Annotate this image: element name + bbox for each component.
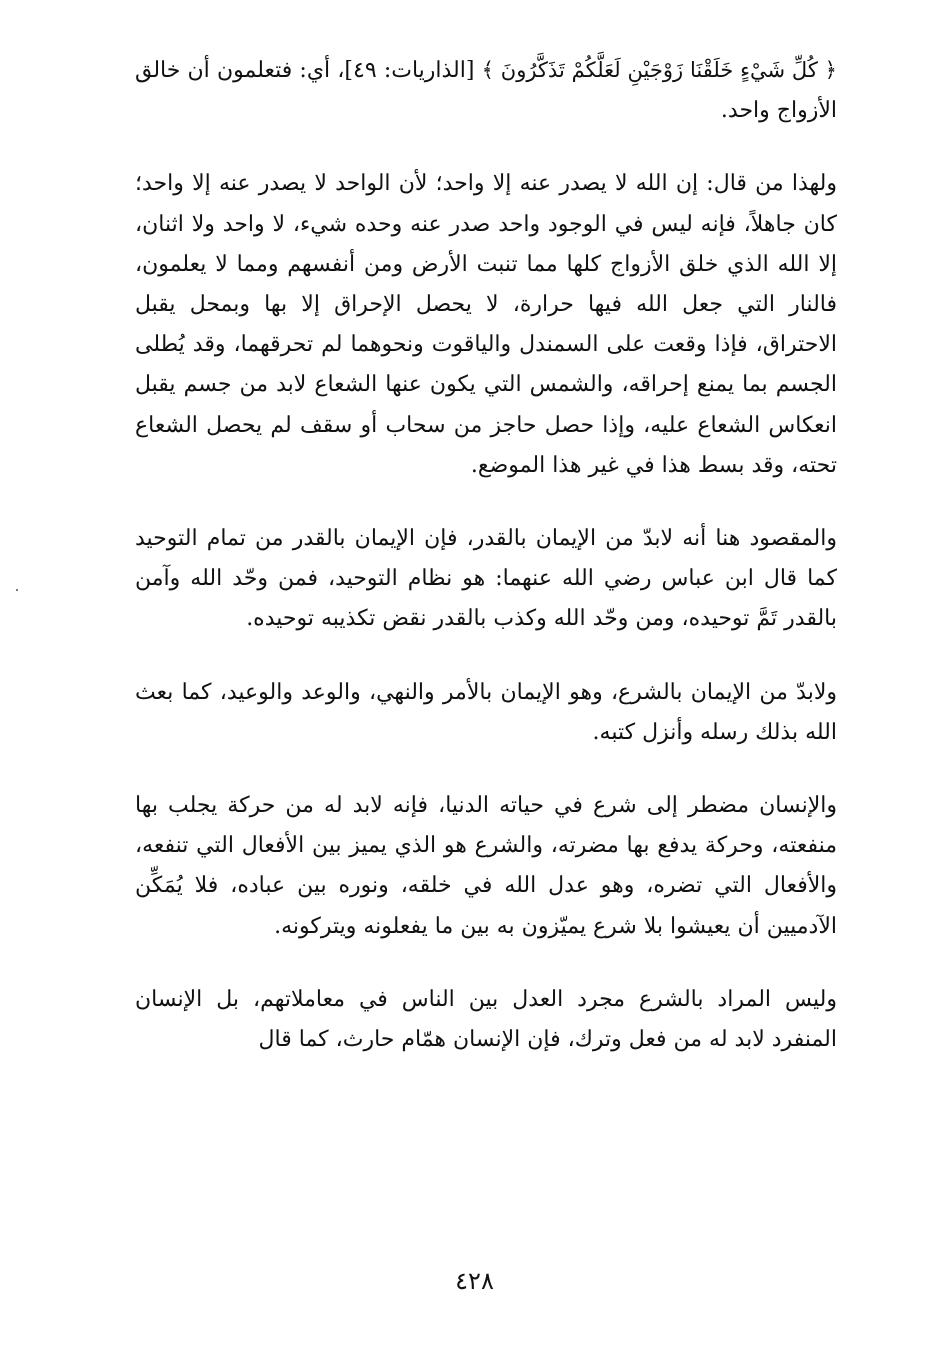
paragraph-1-text: [الذاريات: ٤٩]، أي: فتعلمون أن خالق الأزواج واحد. (135, 58, 837, 124)
quran-verse: ﴿ كُلِّ شَيْءٍ خَلَقْنَا زَوْجَيْنِ لَعَلَّكُمْ تَذَكَّرُونَ ﴾ (481, 58, 837, 82)
paragraph-4: ولابدّ من الإيمان بالشرع، وهو الإيمان بالأمر والنهي، والوعد والوعيد، كما بعث الله بذلك رسله وأنزل كتبه. (135, 679, 837, 745)
paragraph-5: والإنسان مضطر إلى شرع في حياته الدنيا، فإنه لابد له من حركة يجلب بها منفعته، وحركة يدفع بها مضرته، والشرع هو الذي يميز بين الأفعال التي تنفعه، والأفعال التي تضره، وهو عدل الله في خلقه، ونوره بين عباده، فلا يُمَكِّن الآدميين أن يعيشوا بلا شرع يميّزون به بين ما يفعلونه ويتركونه. (135, 793, 837, 939)
scan-speck (16, 589, 18, 591)
paragraph-6: وليس المراد بالشرع مجرد العدل بين الناس في معاملاتهم، بل الإنسان المنفرد لابد له من فعل وترك، فإن الإنسان همّام حارث، كما قال (135, 986, 837, 1053)
paragraph-2: ولهذا من قال: إن الله لا يصدر عنه إلا واحد؛ لأن الواحد لا يصدر عنه إلا واحد؛ كان جاهلاً، فإنه ليس في الوجود واحد صدر عنه وحده شيء، لا واحد ولا اثنان، إلا الله الذي خلق الأزواج كلها مما تنبت الأرض ومن أنفسهم ومما لا يعلمون، فالنار التي جعل الله فيها حرارة، لا يحصل الإحراق إلا بها وبمحل يقبل الاحتراق، فإذا وقعت على السمندل والياقوت ونحوهما لم تحرقهما، وقد يُطلى الجسم بما يمنع إحراقه، والشمس التي يكون عنها الشعاع لابد من جسم يقبل انعكاس الشعاع عليه، وإذا حصل حاجز من سحاب أو سقف لم يحصل الشعاع تحته، وقد بسط هذا في غير هذا الموضع. (135, 171, 837, 478)
page-body (135, 50, 837, 1060)
paragraph-1 (135, 50, 837, 131)
paragraph-3: والمقصود هنا أنه لابدّ من الإيمان بالقدر، فإن الإيمان بالقدر من تمام التوحيد كما قال ابن عباس رضي الله عنهما: هو نظام التوحيد، فمن وحّد الله وآمن بالقدر تَمَّ توحيده، ومن وحّد الله وكذب بالقدر نقض تكذيبه توحيده. (135, 526, 837, 632)
page-number: ٤٢٨ (455, 1267, 494, 1295)
